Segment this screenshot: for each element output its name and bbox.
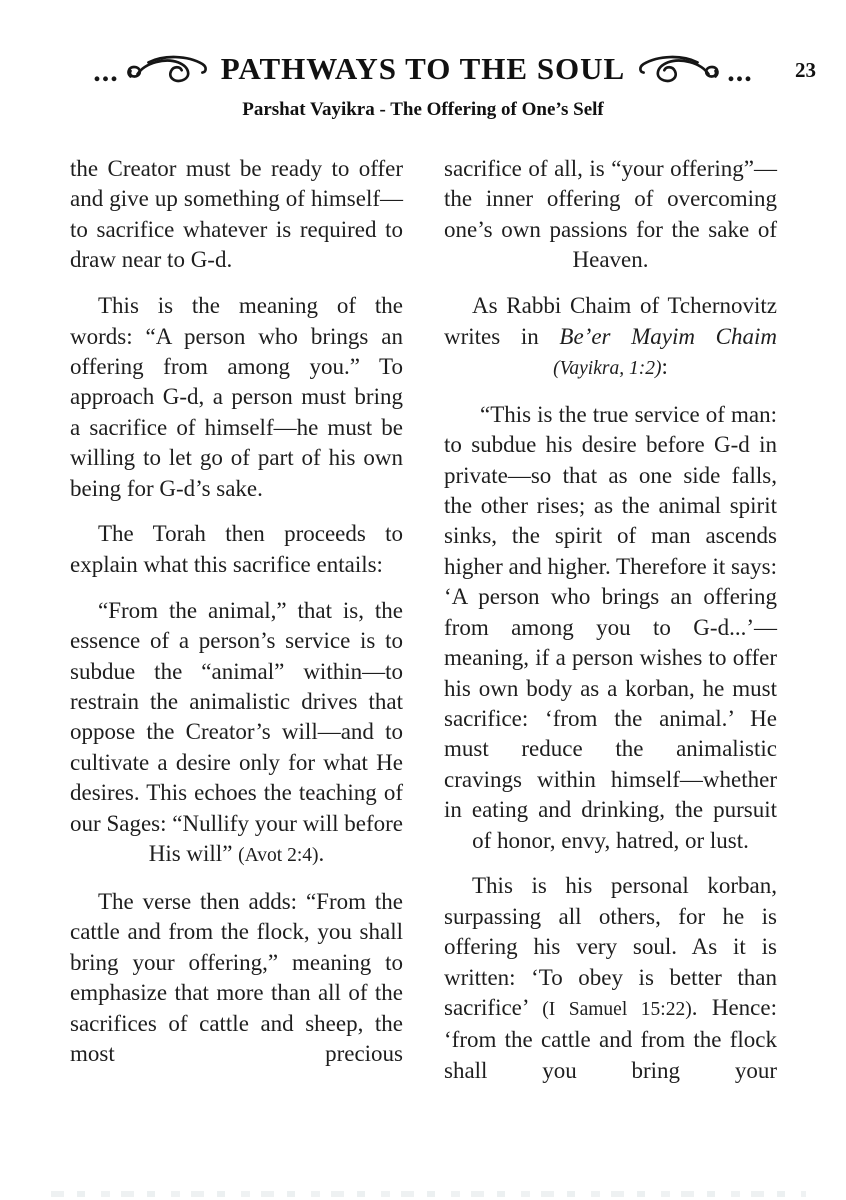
text-segment: The Torah then proceeds to explain what this sacrifice entails:: [70, 521, 403, 577]
text-segment: This is the meaning of the words: “A person who brings an offering from among you.” To approach G-d, a person must bring a sacrifice of himself—he must be willing to let go of part of his own being for G-d’s sake.: [70, 293, 403, 501]
paragraph: [70, 291, 403, 504]
paragraph: [70, 887, 403, 1069]
ornament-dots-left: ...: [93, 55, 119, 88]
page-number: 23: [795, 58, 816, 82]
text-segment: Be’er Mayim Chaim: [559, 323, 777, 349]
paragraph: [70, 154, 403, 276]
left-column: [70, 154, 403, 1086]
text-segment: . Hence: ‘from the cattle and from the flock shall you bring your: [444, 995, 777, 1083]
text-segment: “From the animal,” that is, the essence of a person’s service is to subdue the “animal” within—to restrain the animalistic drives that oppose the Creator’s will—and to cultivate a desire only for what He desires. This echoes the teaching of our Sages: “Nullify your will before His will”: [70, 597, 403, 867]
text-segment: (Avot 2:4): [238, 845, 319, 867]
text-segment: sacrifice of all, is “your offering”—the inner offering of overcoming one’s own passions for the sake of Heaven.: [444, 156, 777, 273]
text-segment: This is his personal korban, surpassing all others, for he is offering his very soul. As it is written: ‘To obey is better than sacrifice’: [444, 873, 777, 1021]
flourish-right-icon: [635, 52, 721, 90]
text-segment: (Vayikra, 1:2): [553, 357, 662, 379]
text-segment: As Rabbi Chaim of Tchernovitz writes in: [444, 293, 777, 349]
cut-off-text-sliver: [40, 1191, 806, 1197]
paragraph: [444, 291, 777, 384]
right-column: [444, 154, 777, 1086]
text-segment: (I Samuel 15:22): [542, 999, 692, 1021]
title-row: [0, 48, 846, 90]
paragraph: [444, 871, 777, 1086]
ornament-dots-right: ...: [727, 55, 753, 88]
text-segment: the Creator must be ready to offer and give up something of himself—to sacrifice whatever is required to draw near to G-d.: [70, 156, 403, 273]
page-title: PATHWAYS TO THE SOUL: [220, 51, 626, 86]
text-segment: .: [318, 841, 325, 867]
page-subtitle: Parshat Vayikra - The Offering of One’s Self: [242, 99, 604, 120]
text-segment: The verse then adds: “From the cattle and from the flock, you shall bring your offering,” meaning to emphasize that more than all of the sacrifices of cattle and sheep, the most precious: [70, 888, 403, 1066]
paragraph: [70, 519, 403, 580]
flourish-left-icon: [125, 52, 211, 90]
paragraph: [444, 154, 777, 276]
paragraph: [70, 596, 403, 872]
text-segment: :: [661, 353, 668, 379]
page-header: [0, 0, 846, 121]
text-segment: “This is the true service of man: to subdue his desire before G-d in private—so that as one side falls, the other rises; as the animal spirit sinks, the spirit of man ascends higher and higher. Therefore it says: ‘A person who brings an offering from among you to G-d...’—meaning, if a person wishes to offer his own body as a korban, he must sacrifice: ‘from the animal.’ He must reduce the animalistic cravings within himself—whether in eating and drinking, the pursuit of honor, envy, hatred, or lust.: [444, 401, 777, 853]
text-columns: [0, 154, 846, 1086]
paragraph: [444, 400, 777, 856]
